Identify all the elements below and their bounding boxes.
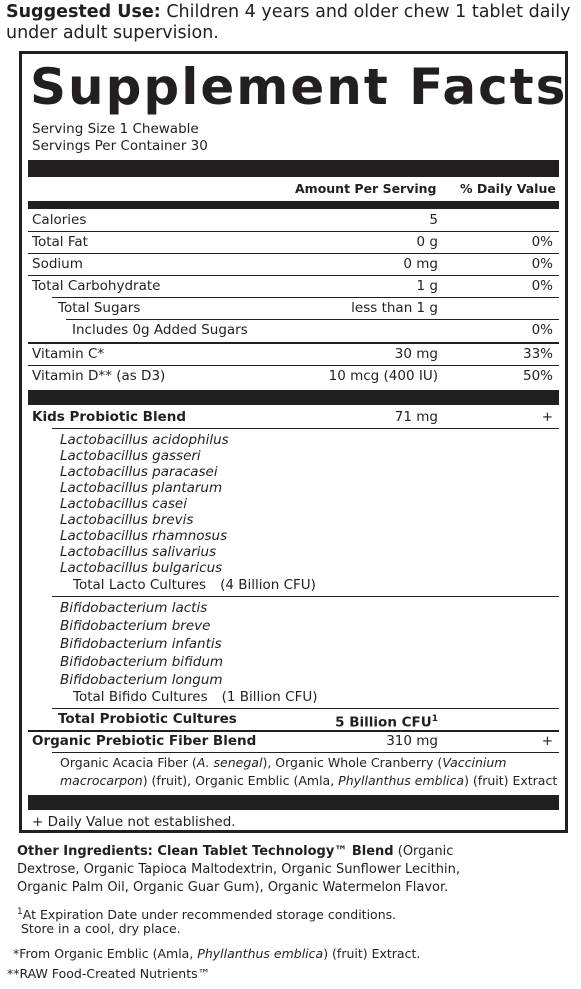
nutrient-row-vitamin-d (28, 366, 559, 387)
dv-not-established-note: + Daily Value not established. (32, 814, 236, 830)
serving-size: Serving Size 1 Chewable (32, 121, 199, 137)
footnote-2-text: *From Organic Emblic (Amla, (13, 946, 198, 961)
nutrient-name: Total Sugars (58, 300, 141, 316)
lacto-strain: Lactobacillus paracasei (60, 464, 218, 480)
bifido-total-label: Total Bifido Cultures (73, 689, 208, 705)
nutrient-amount: 0 g (416, 234, 438, 250)
bifido-strain: Bifidobacterium lactis (60, 600, 208, 616)
footnote-2-latin: Phyllanthus emblica (197, 946, 324, 961)
nutrient-name: Vitamin C* (32, 346, 105, 362)
nutrient-dv: 0% (531, 234, 553, 250)
nutrient-dv: 0% (531, 256, 553, 272)
nutrient-name: Total Fat (32, 234, 88, 250)
nutrient-amount: 1 g (416, 278, 438, 294)
footnote-marker: 1 (17, 907, 23, 917)
prebiotic-blend-row (28, 731, 559, 752)
lacto-strain: Lactobacillus casei (60, 496, 187, 512)
ingredient-latin: Phyllanthus emblica (338, 773, 465, 788)
nutrient-name: Includes 0g Added Sugars (72, 322, 248, 338)
nutrient-name: Sodium (32, 256, 83, 272)
lacto-strain: Lactobacillus gasseri (60, 448, 201, 464)
thick-divider (28, 795, 559, 810)
nutrient-row-vitamin-c (28, 344, 559, 365)
bifido-strain: Bifidobacterium breve (60, 618, 211, 634)
row-divider (52, 428, 559, 429)
ingredient-latin: Vaccinium macrocarpon (60, 755, 507, 788)
ingredient-text: Organic Acacia Fiber ( (60, 755, 197, 770)
bifido-strain: Bifidobacterium infantis (60, 636, 222, 652)
footnote-3: **RAW Food-Created Nutrients™ (7, 966, 211, 981)
nutrient-dv: 0% (531, 322, 553, 338)
total-probiotic-row (28, 709, 559, 730)
blend-amount: 310 mg (386, 733, 438, 749)
nutrient-name: Vitamin D** (as D3) (32, 368, 166, 384)
nutrient-dv: 33% (522, 346, 553, 362)
lacto-strain: Lactobacillus plantarum (60, 480, 223, 496)
nutrient-amount: 30 mg (394, 346, 438, 362)
nutrient-row-calories (28, 210, 559, 231)
probiotic-blend-row (28, 407, 559, 428)
nutrient-row-added-sugars (28, 320, 559, 341)
supplement-facts-panel (19, 51, 568, 833)
ingredient-text: ), Organic Whole Cranberry ( (262, 755, 443, 770)
ingredient-text: ) (fruit) Extract (464, 773, 558, 788)
suggested-use (6, 2, 576, 44)
nutrient-row-sugars (28, 298, 559, 319)
bifido-total (73, 689, 318, 706)
lacto-strain: Lactobacillus brevis (60, 512, 194, 528)
bifido-strain: Bifidobacterium bifidum (60, 654, 224, 670)
lacto-strain: Lactobacillus rhamnosus (60, 528, 228, 544)
prebiotic-ingredients (60, 754, 565, 790)
nutrient-name: Total Carbohydrate (32, 278, 161, 294)
bifido-strain: Bifidobacterium longum (60, 672, 223, 688)
suggested-use-label: Suggested Use: (6, 2, 161, 22)
lacto-strain: Lactobacillus bulgaricus (60, 560, 223, 576)
total-probiotic-value: 5 Billion CFU (335, 714, 432, 731)
suggested-use-text: Children 4 years and older chew 1 tablet daily under adult supervision. (6, 2, 571, 43)
nutrient-dv: 0% (531, 278, 553, 294)
footnote-1-line2: Store in a cool, dry place. (21, 921, 181, 936)
ingredient-text: ) (fruit), Organic Emblic (Amla, (142, 773, 339, 788)
bifido-total-value: (1 Billion CFU) (221, 689, 318, 705)
other-ingredients-text: (Organic Dextrose, Organic Tapioca Maltodextrin, Organic Sunflower Lecithin, Organic Palm Oil, Organic Guar Gum), Organic Watermelon Flavor. (17, 844, 461, 895)
col-header-amount: Amount Per Serving (295, 181, 437, 196)
lacto-total-value: (4 Billion CFU) (220, 577, 316, 593)
thick-divider (28, 201, 559, 209)
total-probiotic-name: Total Probiotic Cultures (58, 711, 237, 727)
thick-divider (28, 160, 559, 177)
ingredient-latin: A. senegal (196, 755, 263, 770)
panel-title: Supplement Facts (30, 58, 568, 116)
nutrient-row-carbohydrate (28, 276, 559, 297)
lacto-strain: Lactobacillus salivarius (60, 544, 217, 560)
nutrient-row-sodium (28, 254, 559, 275)
lacto-total-label: Total Lacto Cultures (73, 577, 207, 593)
footnote-2-text-end: ) (fruit) Extract. (323, 946, 421, 961)
nutrient-name: Calories (32, 212, 87, 228)
other-ingredients-label: Other Ingredients: Clean Tablet Technology™ Blend (17, 844, 394, 859)
nutrient-amount: 10 mcg (400 IU) (328, 368, 438, 384)
row-divider (52, 596, 559, 597)
nutrient-amount: less than 1 g (351, 300, 438, 316)
blend-name: Kids Probiotic Blend (32, 409, 187, 425)
lacto-total (73, 577, 316, 594)
blend-dv: + (541, 409, 553, 425)
lacto-strain: Lactobacillus acidophilus (60, 432, 229, 448)
col-header-dv: % Daily Value (460, 181, 556, 196)
footnote-2 (13, 946, 420, 962)
nutrient-amount: 5 (429, 212, 438, 228)
footnote-1-line1: At Expiration Date under recommended storage conditions. (22, 907, 397, 923)
nutrient-row-total-fat (28, 232, 559, 253)
servings-per-container: Servings Per Container 30 (32, 138, 208, 154)
row-divider (52, 752, 559, 753)
nutrient-amount: 0 mg (403, 256, 438, 272)
blend-name: Organic Prebiotic Fiber Blend (32, 733, 257, 749)
nutrient-dv: 50% (522, 368, 553, 384)
other-ingredients (17, 843, 507, 897)
blend-amount: 71 mg (394, 409, 438, 425)
footnote-marker: 1 (431, 714, 438, 724)
thick-divider (28, 390, 559, 405)
blend-dv: + (541, 733, 553, 749)
